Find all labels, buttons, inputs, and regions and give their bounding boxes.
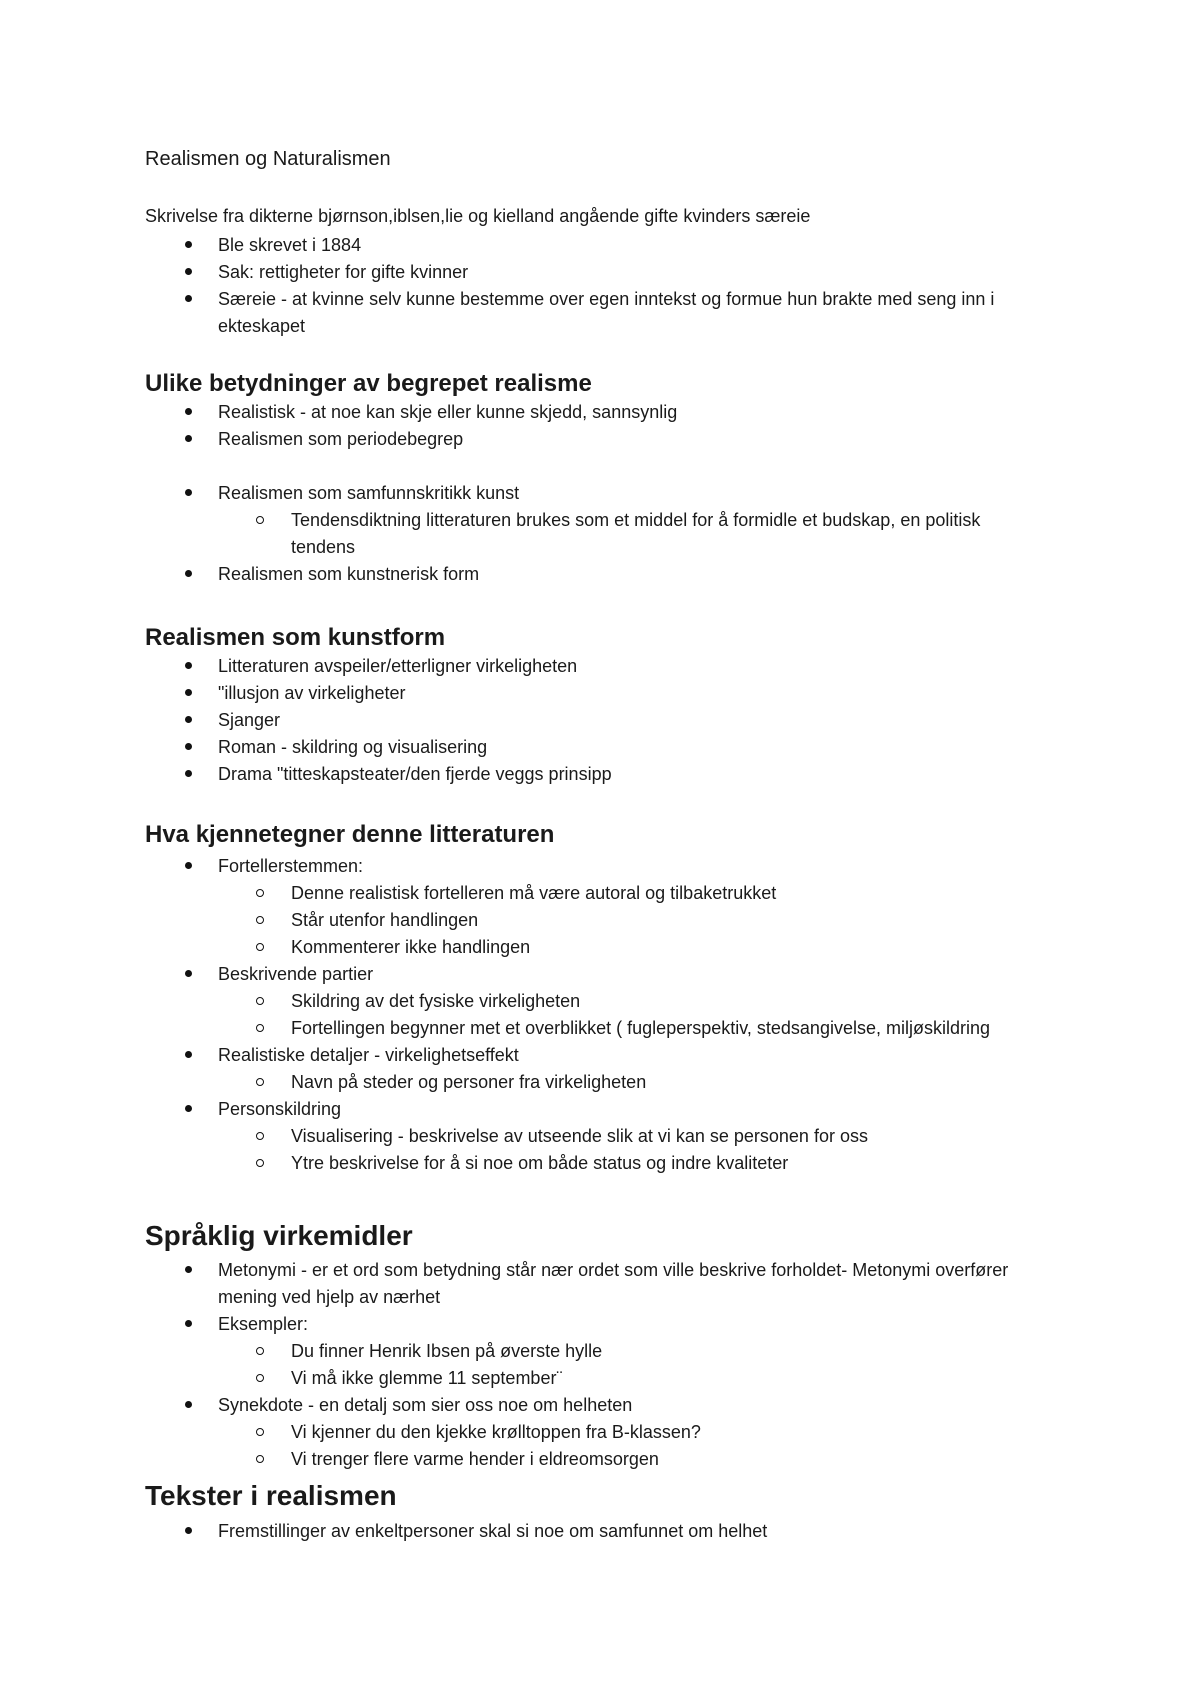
- bullet-circle-icon: [256, 1365, 266, 1392]
- bullet-disc-icon: [184, 286, 194, 313]
- list-item: Realismen som kunstnerisk form: [0, 561, 1200, 588]
- bullet-circle-icon: [256, 507, 266, 534]
- bullet-disc-icon: [184, 1311, 194, 1338]
- list-item: Ble skrevet i 1884: [0, 232, 1200, 259]
- bullet-disc-icon: [184, 480, 194, 507]
- list-item: Personskildring: [0, 1096, 1200, 1123]
- bullet-circle-icon: [256, 1069, 266, 1096]
- list-item: Realismen som samfunnskritikk kunst: [0, 480, 1200, 507]
- bullet-disc-icon: [184, 1257, 194, 1284]
- list-item: Roman - skildring og visualisering: [0, 734, 1200, 761]
- sub-list-item: Ytre beskrivelse for å si noe om både status og indre kvaliteter: [0, 1150, 1200, 1177]
- bullet-disc-icon: [184, 653, 194, 680]
- bullet-disc-icon: [184, 1042, 194, 1069]
- bullet-circle-icon: [256, 880, 266, 907]
- bullet-disc-icon: [184, 961, 194, 988]
- bullet-disc-icon: [184, 1392, 194, 1419]
- sub-list-item: Kommenterer ikke handlingen: [0, 934, 1200, 961]
- sub-list-item: Vi kjenner du den kjekke krølltoppen fra B-klassen?: [0, 1419, 1200, 1446]
- bullet-disc-icon: [184, 680, 194, 707]
- sub-list-item: Skildring av det fysiske virkeligheten: [0, 988, 1200, 1015]
- empty-line: [0, 453, 1200, 480]
- list-art-form: [0, 653, 1200, 788]
- bullet-circle-icon: [256, 988, 266, 1015]
- bullet-circle-icon: [256, 934, 266, 961]
- list-item: Beskrivende partier: [0, 961, 1200, 988]
- bullet-circle-icon: [256, 1338, 266, 1365]
- bullet-disc-icon: [184, 734, 194, 761]
- bullet-circle-icon: [256, 1015, 266, 1042]
- list-language-devices: [0, 1257, 1200, 1473]
- bullet-disc-icon: [184, 426, 194, 453]
- sub-list-item: Vi trenger flere varme hender i eldreomsorgen: [0, 1446, 1200, 1473]
- sub-list-item: Du finner Henrik Ibsen på øverste hylle: [0, 1338, 1200, 1365]
- section-heading: Hva kjennetegner denne litteraturen: [145, 821, 555, 848]
- sub-list-item: Denne realistisk fortelleren må være autoral og tilbaketrukket: [0, 880, 1200, 907]
- list-item: "illusjon av virkeligheter: [0, 680, 1200, 707]
- bullet-disc-icon: [184, 707, 194, 734]
- list-texts: [0, 1518, 1200, 1545]
- sub-list-item: Vi må ikke glemme 11 september¨: [0, 1365, 1200, 1392]
- bullet-circle-icon: [256, 1123, 266, 1150]
- bullet-disc-icon: [184, 761, 194, 788]
- bullet-circle-icon: [256, 1446, 266, 1473]
- bullet-circle-icon: [256, 1150, 266, 1177]
- list-item: Metonymi - er et ord som betydning står nær ordet som ville beskrive forholdet- Metonymi overfører mening ved hjelp av nærhet: [0, 1257, 1200, 1311]
- bullet-disc-icon: [184, 561, 194, 588]
- bullet-disc-icon: [184, 1518, 194, 1545]
- list-item: Fortellerstemmen:: [0, 853, 1200, 880]
- sub-list-item: Fortellingen begynner met et overblikket ( fugleperspektiv, stedsangivelse, miljøskildring: [0, 1015, 1200, 1042]
- list-item: Synekdote - en detalj som sier oss noe om helheten: [0, 1392, 1200, 1419]
- section-heading: Språklig virkemidler: [145, 1220, 413, 1251]
- document-title: Realismen og Naturalismen: [145, 148, 391, 170]
- section-heading: Ulike betydninger av begrepet realisme: [145, 370, 592, 397]
- list-item: Sak: rettigheter for gifte kvinner: [0, 259, 1200, 286]
- list-item: Sjanger: [0, 707, 1200, 734]
- list-item: Fremstillinger av enkeltpersoner skal si noe om samfunnet om helhet: [0, 1518, 1200, 1545]
- list-item: Eksempler:: [0, 1311, 1200, 1338]
- bullet-disc-icon: [184, 1096, 194, 1123]
- list-item: Drama "titteskapsteater/den fjerde veggs prinsipp: [0, 761, 1200, 788]
- sub-list-item: Tendensdiktning litteraturen brukes som et middel for å formidle et budskap, en politisk tendens: [0, 507, 1200, 561]
- list-realism-meanings: [0, 399, 1200, 588]
- intro-line: Skrivelse fra dikterne bjørnson,iblsen,lie og kielland angående gifte kvinders særeie: [145, 206, 811, 226]
- bullet-disc-icon: [184, 399, 194, 426]
- section-heading: Realismen som kunstform: [145, 624, 446, 651]
- sub-list-item: Står utenfor handlingen: [0, 907, 1200, 934]
- list-letter: [0, 232, 1200, 340]
- bullet-circle-icon: [256, 907, 266, 934]
- list-characteristics: [0, 853, 1200, 1177]
- list-item: Realismen som periodebegrep: [0, 426, 1200, 453]
- bullet-disc-icon: [184, 853, 194, 880]
- section-heading: Tekster i realismen: [145, 1480, 397, 1511]
- sub-list-item: Visualisering - beskrivelse av utseende slik at vi kan se personen for oss: [0, 1123, 1200, 1150]
- list-item: Særeie - at kvinne selv kunne bestemme over egen inntekst og formue hun brakte med seng inn i ekteskapet: [0, 286, 1200, 340]
- list-item: Litteraturen avspeiler/etterligner virkeligheten: [0, 653, 1200, 680]
- bullet-disc-icon: [184, 232, 194, 259]
- list-item: Realistisk - at noe kan skje eller kunne skjedd, sannsynlig: [0, 399, 1200, 426]
- bullet-disc-icon: [184, 259, 194, 286]
- bullet-circle-icon: [256, 1419, 266, 1446]
- sub-list-item: Navn på steder og personer fra virkeligheten: [0, 1069, 1200, 1096]
- list-item: Realistiske detaljer - virkelighetseffekt: [0, 1042, 1200, 1069]
